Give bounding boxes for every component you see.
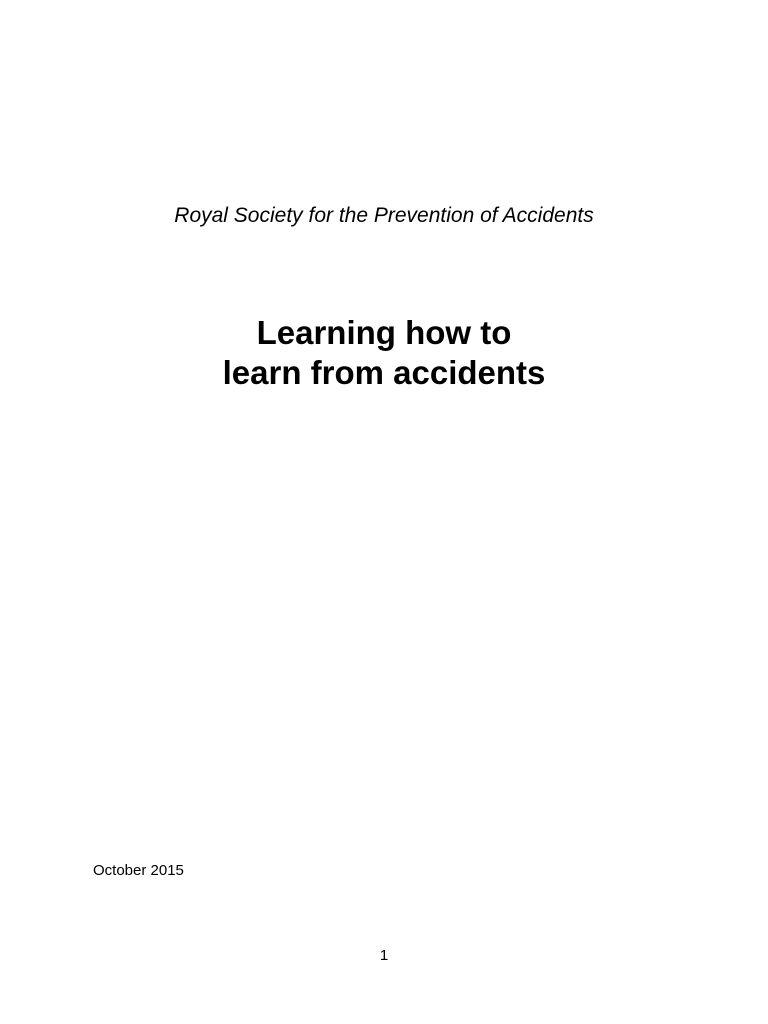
- document-title-line-1: Learning how to: [256, 314, 512, 351]
- organization-name: Royal Society for the Prevention of Accidents: [174, 204, 594, 227]
- page-number: 1: [379, 947, 389, 964]
- document-title: [0, 313, 768, 393]
- document-date: October 2015: [93, 862, 184, 879]
- document-title-line-2: learn from accidents: [222, 354, 546, 391]
